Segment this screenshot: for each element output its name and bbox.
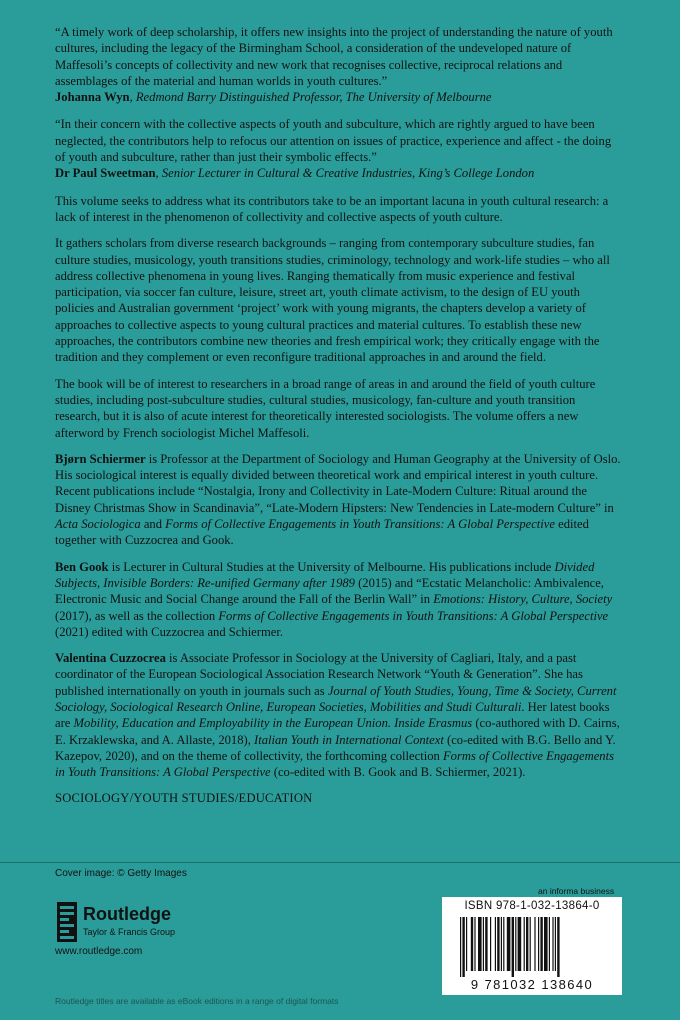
barcode-digits: 9 781032 138640 xyxy=(470,977,594,992)
barcode-bar xyxy=(540,917,542,971)
isbn-barcode xyxy=(442,897,622,995)
bio-schiermer: Bjørn Schiermer is Professor at the Department of Sociology and Human Geography at the University of Oslo. His sociological interest is equally divided between theoretical work and empirical interest in youth culture. Recent publications include “Nostalgia, Irony and Collectivity in Late-Modern Culture: Ritual around the Disney Christmas Show in Scandinavia”, “Late-Modern Hipsters: New Tendencies in Late-modern Culture” in Acta Sociologica and Forms of Collective Engagements in Youth Transitions: A Global Perspective edited together with Cuzzocrea and Gook. xyxy=(55,451,621,548)
publisher-logo xyxy=(57,902,217,942)
divider xyxy=(0,862,680,863)
publisher-group: Taylor & Francis Group xyxy=(83,927,176,937)
description-paragraph: It gathers scholars from diverse research backgrounds – ranging from contemporary subculture studies, fan culture studies, musicology, youth transitions studies, criminology, technology and work-life studies – who all address collective phenomena in young lives. Ranging thematically from music experience and festival participation, via soccer fan culture, leisure, street art, youth climate activism, to the design of EU youth policies and Australian government ‘project’ work with young migrants, the chapters develop a variety of approaches to collective aspects to young cultural practices and material cultures. To establish these new approaches, the contributors combine new theories and fresh empirical work; they critically engage with the tradition and they complement or even reconfigure traditional approaches in and around the field. xyxy=(55,236,610,365)
endorsement-text: “A timely work of deep scholarship, it offers new insights into the project of understanding the nature of youth cultures, including the legacy of the Birmingham School, a consideration of the undeveloped nature of Maffesoli’s concepts of collectivity and new work that recognises collective, reciprocal relations and assemblages of the material and human worlds in youth cultures.” xyxy=(55,25,613,88)
isbn-label: ISBN 978-1-032-13864-0 xyxy=(464,900,600,912)
barcode-bar xyxy=(534,917,535,971)
description-paragraph: This volume seeks to address what its contributors take to be an important lacuna in youth cultural research: a lack of interest in the phenomenon of collectivity and collective aspects of youth culture. xyxy=(55,193,609,224)
author-name: Bjørn Schiermer xyxy=(55,451,146,466)
publisher-website[interactable]: www.routledge.com xyxy=(55,946,143,957)
endorser-name: Johanna Wyn xyxy=(55,90,130,105)
routledge-mark-icon xyxy=(57,902,77,942)
barcode-bar xyxy=(460,917,461,977)
endorser-name: Dr Paul Sweetman xyxy=(55,166,156,181)
barcode-bar xyxy=(526,917,528,971)
barcode-bar xyxy=(518,917,522,971)
barcode-bar xyxy=(507,917,511,971)
barcode-bar xyxy=(483,917,484,971)
barcode-bar xyxy=(462,917,464,977)
barcode-bar xyxy=(501,917,502,971)
description-paragraph: The book will be of interest to researchers in a broad range of areas in and around the field of youth culture studies, including post-subculture studies, cultural studies, musicology, fan-culture and youth transition research, but it is also of acute interest for theoretically interested sociologists. The volume offers a new afterword by French sociologist Michel Maffesoli. xyxy=(55,376,596,440)
barcode-bar xyxy=(549,917,550,971)
barcode-bar xyxy=(471,917,473,971)
bio-gook: Ben Gook is Lecturer in Cultural Studies at the University of Melbourne. His publications include Divided Subjects, Invisible Borders: Re-unified Germany after 1989 (2015) and “Ecstatic Melancholic: Ambivalence, Electronic Music and Social Change around the Fall of the Berlin Wall” in Emotions: History, Culture, Society (2017), as well as the collection Forms of Collective Engagements in Youth Transitions: A Global Perspective (2021) edited with Cuzzocrea and Schiermer. xyxy=(55,559,613,639)
ebook-note: Routledge titles are available as eBook editions in a range of digital formats xyxy=(55,996,339,1006)
barcode-bar xyxy=(524,917,525,971)
author-name: Valentina Cuzzocrea xyxy=(55,651,166,666)
barcode-bar xyxy=(552,917,553,971)
barcode-icon xyxy=(450,917,614,977)
subject-category: SOCIOLOGY/YOUTH STUDIES/EDUCATION xyxy=(55,791,313,806)
barcode-bar xyxy=(557,917,559,977)
endorser-affiliation: , Redmond Barry Distinguished Professor, The University of Melbourne xyxy=(129,90,492,105)
barcode-bar xyxy=(497,917,499,971)
author-name: Ben Gook xyxy=(55,559,109,574)
publisher-name: Routledge xyxy=(83,904,171,924)
barcode-bar xyxy=(538,917,539,971)
endorsement-text: “In their concern with the collective aspects of youth and subculture, which are rightly argued to have been neglected, the contributors help to refocus our attention on issues of practice, experience and affect - the doing of youth and subculture, rather than just their symbolic effects.” xyxy=(55,117,612,165)
back-cover-text xyxy=(55,24,621,807)
barcode-bar xyxy=(530,917,531,971)
barcode-bar xyxy=(490,917,491,971)
informa-tagline: an informa business xyxy=(538,886,615,896)
barcode-bar xyxy=(466,917,467,971)
barcode-bar xyxy=(512,917,514,977)
barcode-bar xyxy=(555,917,556,971)
endorsement-sweetman xyxy=(55,116,621,181)
barcode-bar xyxy=(495,917,496,971)
endorser-affiliation: , Senior Lecturer in Cultural & Creative Industries, King’s College London xyxy=(155,166,535,181)
barcode-bar xyxy=(474,917,475,971)
barcode-bar xyxy=(515,917,516,971)
barcode-bar xyxy=(544,917,548,971)
bio-cuzzocrea: Valentina Cuzzocrea is Associate Professor in Sociology at the University of Cagliari, Italy, and a past coordinator of the European Sociological Association Research Network “Youth & Generation”. She has published internationally on youth in journals such as Journal of Youth Studies, Young, Time & Society, Current Sociology, Sociological Research Online, European Societies, Mobilities and Studi Culturali. Her latest books are Mobility, Education and Employability in the European Union. Inside Erasmus (co-authored with D. Cairns, E. Krzaklewska, and A. Allaste, 2018), Italian Youth in International Context (co-edited with B.G. Bello and Y. Kazepov, 2020), and on the theme of collectivity, the forthcoming collection Forms of Collective Engagements in Youth Transitions: A Global Perspective (co-edited with B. Gook and B. Schiermer, 2021). xyxy=(55,651,620,780)
barcode-bar xyxy=(478,917,482,971)
endorsement-wyn xyxy=(55,24,621,105)
cover-credit: Cover image: © Getty Images xyxy=(55,868,187,879)
barcode-bar xyxy=(503,917,504,971)
barcode-bar xyxy=(485,917,487,971)
